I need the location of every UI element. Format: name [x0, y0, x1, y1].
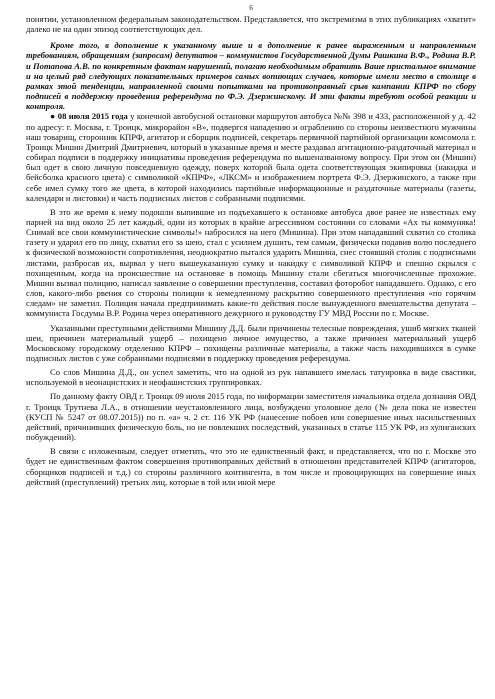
- incident-text: у конечной автобусной остановки маршрутов автобуса №№ 398 и 433, расположенной у д. 42 по адресу: г. Москва, г. Троицк, микрорайон «В», подвергся нападению и ограблению со стороны неизвестного мужчины наш товарищ, сторонник КПРФ, агитатор и сборщик подписей, секретарь первичной партийной организации комсомола г. Троицк Мишин Дмитрий Дмитриевич, который в указанные время и месте раздавал агитационно-раздаточный материал и собирал подписи в поддержку инициативы проведения референдума по вышеназванному вопросу. При этом он (Мишин) был одет в свою личную повседневную одежду, поверх которой была одета соответствующая экипировка (накидка и бейсболка красного цвета) с символикой «КПРФ», «ЛКСМ» и изображением портрета Ф.Э. Дзержинского, а также при себе имел сумку того же цвета, в которой находились партийные информационные и раздаточные материалы (газеты, календари и листовки) и часть подписных листов с собранными подписями.: [26, 111, 477, 203]
- paragraph-tattoo: Со слов Мишина Д.Д., он успел заметить, что на одной из рук напавшего имелась татуировка в виде свастики, используемой в неонацистских и неофашистских группировках.: [26, 367, 476, 388]
- page-number: 6: [249, 4, 253, 12]
- bullet-icon: ●: [50, 111, 56, 122]
- paragraph-intro-continuation: понятии, установленном федеральным законодательством. Представляется, что экстремизма в этих публикациях «хватит» далеко не на один эпизод соответствующих дел.: [26, 14, 476, 35]
- paragraph-incident: [26, 111, 476, 202]
- paragraph-attack: В это же время к нему подошли выпившие из подъехавшего к остановке автобуса двое ранее не известных ему парней на вид около 25 лет каждый, один из которых в крайне агрессивном состоянии со словами «Ах ты коммуняка! Снимай все свои коммунистические символы!» набросился на него (Мишина). При этом нападавший схватил со столика газету и ударил его по лицу, схватил его за шею, стал с усилием душить, тем самым, физически подавив волю последнего к физической возможности сопротивления, неоднократно пытался ударить Мишина, снес стоявший столик с подписными листами, разбросав их, вырвал у него вышеуказанную сумку и накидку с символикой КПРФ и спешно скрылся с похищенным, когда на происшествие на остановке в помощь Мишину стали сбегаться многочисленные прохожие. Мишин вызвал полицию, написал заявление о совершении преступления, составил фоторобот нападавшего. Однако, с его слов, какого-либо рвения со стороны полиции к немедленному раскрытию совершенного преступления «по горячим следам» не заметил. Полиция начала предпринимать какие-то действия после вынужденного вмешательства депутата – коммуниста Госдумы В.Р. Родина через оперативного дежурного и руководству ГУ МВД России по г. Москве.: [26, 206, 476, 319]
- paragraph-criminal-case: По данному факту ОВД г. Троицк 09 июля 2015 года, по информации заместителя начальника отдела дознания ОВД г. Троицк Трутнева Л.А., в отношении неустановленного лица, возбуждено уголовное дело (№ дела пока не известен (КУСП № 5247 от 08.07.2015)) по п. «а» ч. 2 ст. 116 УК РФ (нанесение побоев или совершение иных насильственных действий, причинивших физическую боль, но не повлекших последствий, указанных в статье 115 УК РФ, из хулиганских побуждений).: [26, 391, 476, 443]
- incident-date: 08 июля 2015 года: [57, 111, 128, 122]
- paragraph-conclusion: В связи с изложенным, следует отметить, что это не единственный факт, и представляется, что по г. Москве это будет не единственным фактом совершения противоправных действий в отношении представителей КПРФ (агитаторов, сборщиков подписей и т.д.) со стороны различного контингента, в том числе и провоцирующих на совершение иных действий (преступлений) третьих лиц, которые в той или иной мере: [26, 446, 476, 487]
- paragraph-damages: Указанными преступными действиями Мишину Д.Д. были причинены телесные повреждения, ушиб мягких тканей шеи, причинен материальный ущерб – похищено личное имущество, а также причинен материальный ущерб Московскому городскому отделению КПРФ – похищены различные материалы, а также часть находившихся в сумке подписных листов с уже собранными подписями в поддержку проведения референдума.: [26, 322, 476, 363]
- paragraph-appeal: Кроме того, в дополнение к указанному выше и в дополнение к ранее выраженным и направленным требованиям, обращениям (запросам) депутатов – коммунистов Государственной Думы Рашкина В.Ф., Родина В.Р. и Потапова А.В. по конкретным фактам нарушений, полагаю необходимым обратить Ваше пристальное внимание и на целый ряд следующих показательных примеров самых вопиющих случаев, которые имели место в столице в рамках этой тенденции, направленной своими попытками на противоправный срыв кампании КПРФ по сбору подписей в поддержку проведения референдума по Ф.Э. Дзержинскому. И эти факты требуют особой реакции и контроля.: [26, 40, 476, 112]
